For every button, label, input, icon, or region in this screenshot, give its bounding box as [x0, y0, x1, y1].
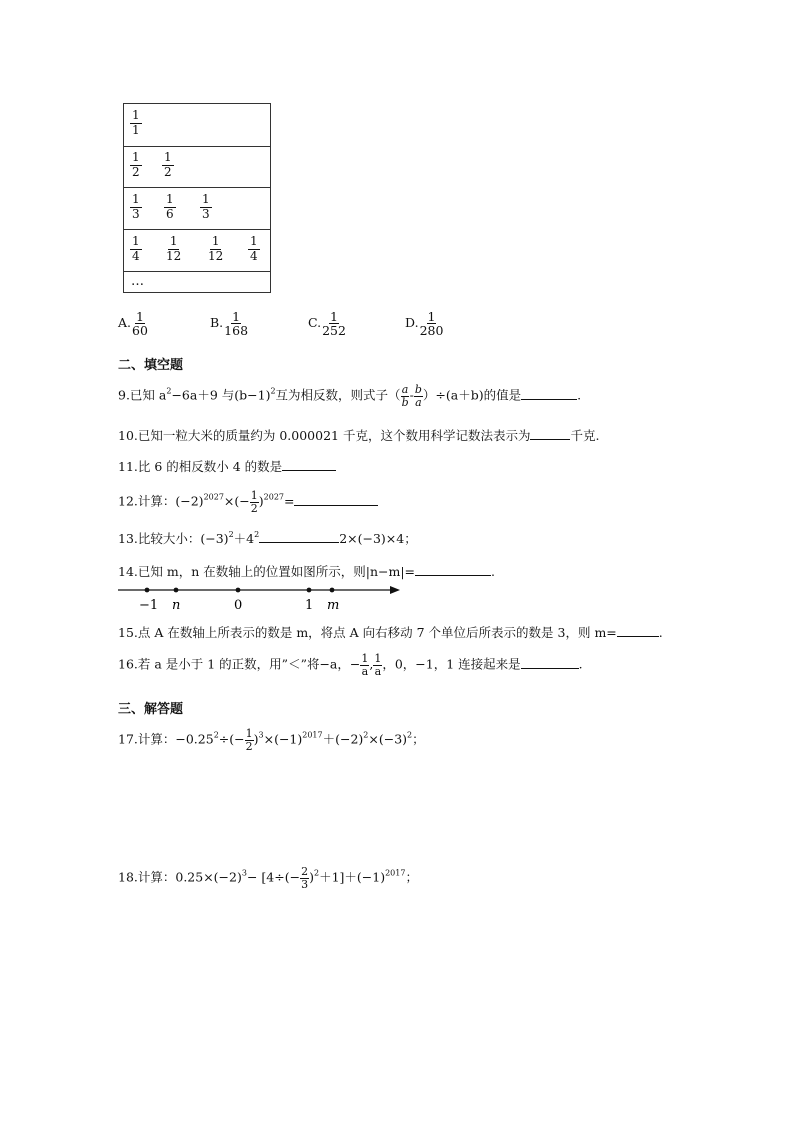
point-one — [307, 588, 312, 593]
arrow-icon — [390, 586, 400, 594]
question-17: 17.计算：$-0.25^2\div(-$ $\frac{1}{2}$ )$^3\times(-1)^{2017}+(-2)^2\times(-3)^2$； — [118, 727, 425, 753]
question-15: 15.点 A 在数轴上所表示的数是 m，将点 A 向右移动 7 个单位后所表示的数是 3，则 m= . — [118, 625, 663, 640]
table-cell: $\frac{1}{3}$ — [202, 192, 210, 221]
answer-blank[interactable] — [617, 624, 659, 637]
table-cell: $\frac{1}{6}$ — [166, 192, 174, 221]
section-title: 二、填空题 — [118, 358, 184, 373]
label-n: n — [172, 598, 181, 613]
table-row — [124, 188, 270, 230]
point-zero — [236, 588, 241, 593]
table-cell: $\frac{1}{4}$ — [250, 234, 258, 263]
option-c: C. $\frac{1}{252}$ — [308, 309, 346, 339]
option-d: D. $\frac{1}{280}$ — [405, 309, 444, 339]
number-line — [118, 582, 400, 614]
section-title: 三、解答题 — [118, 702, 184, 717]
point-minus-one — [145, 588, 150, 593]
answer-blank[interactable] — [415, 563, 491, 576]
fraction-triangle-table — [123, 103, 271, 293]
table-row — [124, 272, 270, 292]
table-cell: $\frac{1}{2}$ — [164, 150, 172, 179]
answer-blank[interactable] — [294, 493, 378, 506]
answer-blank[interactable] — [521, 387, 577, 400]
label-m: m — [327, 598, 340, 613]
label-minus-one: −1 — [139, 598, 159, 613]
table-cell: $\frac{1}{12}$ — [208, 234, 224, 263]
table-cell: $\frac{1}{1}$ — [132, 108, 140, 137]
option-b: B. $\frac{1}{168}$ — [210, 309, 249, 339]
point-m — [330, 588, 335, 593]
table-row — [124, 147, 270, 188]
question-9: 9.已知 $a^2-6a+9$ 与$(b-1)^2$互为相反数，则式子（ $\frac{a}{b}$ - $\frac{b}{a}$ ）÷(a＋b)的值是 . — [118, 383, 582, 409]
question-16: 16.若 a 是小于 1 的正数，用”＜”将−a，− $\frac{1}{a}$ , $\frac{1}{a}$ ，0，−1，1 连接起来是 . — [118, 652, 583, 678]
table-cell: $\frac{1}{2}$ — [132, 150, 140, 179]
table-cell: $\frac{1}{12}$ — [166, 234, 182, 263]
answer-blank[interactable] — [530, 427, 570, 440]
table-cell: $\frac{1}{4}$ — [132, 234, 140, 263]
answer-blank[interactable] — [521, 656, 579, 669]
table-row — [124, 104, 270, 147]
question-10: 10.已知一粒大米的质量约为 0.000021 千克，这个数用科学记数法表示为 千克. — [118, 428, 600, 443]
point-n — [174, 588, 179, 593]
answer-blank[interactable] — [282, 458, 336, 471]
answer-blank[interactable] — [259, 530, 339, 543]
question-11: 11.比 6 的相反数小 4 的数是 — [118, 458, 336, 474]
option-a: A. $\frac{1}{60}$ — [118, 309, 148, 339]
label-one: 1 — [305, 598, 314, 613]
question-12: 12.计算：$(-2)^{2027}\times(-$ $\frac{1}{2}$ )$^{2027}$= — [118, 490, 378, 514]
question-13: 13.比较大小：$(-3)^2+4^2$ 2×(−3)×4； — [118, 530, 417, 546]
table-row — [124, 230, 270, 272]
question-14: 14.已知 m，n 在数轴上的位置如图所示，则|n−m|= . — [118, 564, 495, 579]
table-cell: $\frac{1}{3}$ — [132, 192, 140, 221]
label-zero: 0 — [234, 598, 243, 613]
ellipsis: … — [131, 274, 144, 289]
question-18: 18.计算：$0.25\times(-2)^3- [4\div(-$ $\frac{2}{3}$ )$^2+1]+(-1)^{2017}$； — [118, 865, 418, 891]
